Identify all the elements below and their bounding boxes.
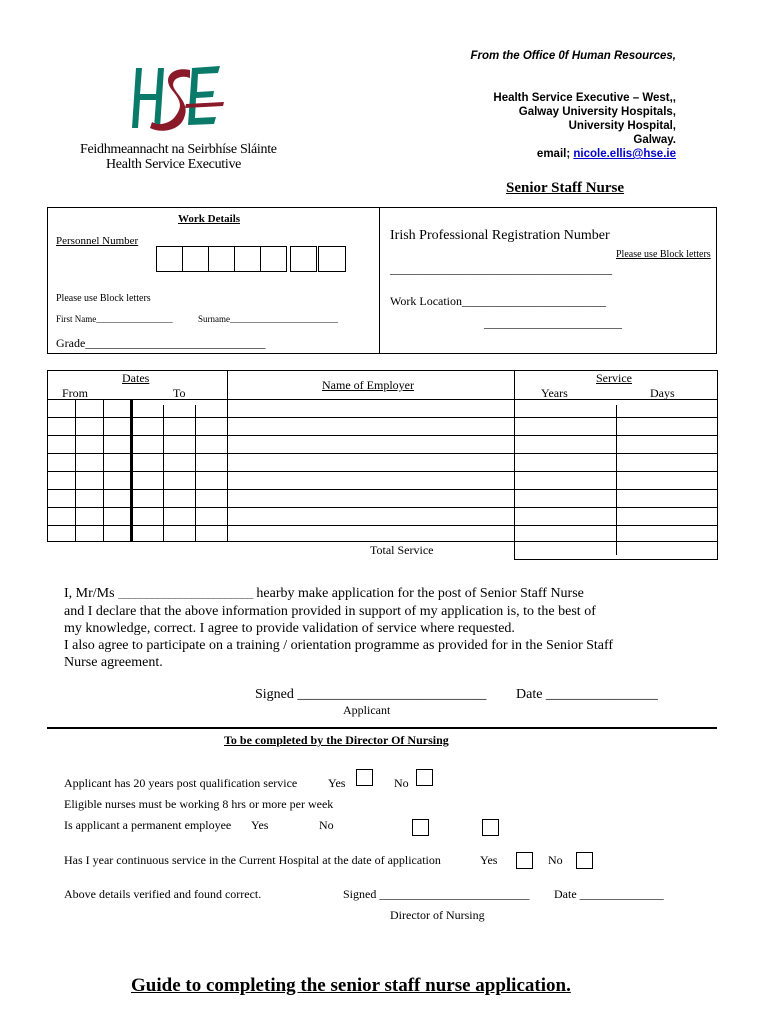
hse-logo bbox=[128, 60, 238, 135]
service-header: Service bbox=[596, 371, 632, 385]
personnel-number-cell[interactable] bbox=[290, 246, 317, 272]
grade-field[interactable]: Grade______________________________ bbox=[56, 336, 266, 350]
q1-label: Applicant has 20 years post qualification service bbox=[64, 776, 298, 790]
q1-yes-checkbox[interactable] bbox=[356, 769, 373, 786]
block-letters-note-right: Please use Block letters bbox=[616, 249, 711, 260]
address-line: Galway. bbox=[633, 134, 676, 146]
q3-yes-checkbox[interactable] bbox=[412, 819, 429, 836]
address-line: Health Service Executive – West,, bbox=[493, 92, 676, 104]
work-location-field[interactable]: Work Location________________________ bbox=[390, 294, 607, 308]
q4-label: Has I year continuous service in the Current Hospital at the date of application bbox=[64, 853, 441, 867]
employment-table bbox=[47, 370, 718, 542]
address-line: University Hospital, bbox=[568, 120, 676, 132]
applicant-signature-field[interactable]: Signed ___________________________ bbox=[255, 687, 487, 702]
q2-label: Eligible nurses must be working 8 hrs or more per week bbox=[64, 797, 334, 811]
to-header: To bbox=[173, 386, 186, 400]
personnel-number-cell[interactable] bbox=[208, 246, 235, 272]
logo-irish-name: Feidhmeannacht na Seirbhíse Sláinte bbox=[80, 142, 277, 157]
logo-english-name: Health Service Executive bbox=[106, 157, 242, 172]
declaration-line: I, Mr/Ms ________________________ hearby make application for the post of Senior Staff Nurse bbox=[64, 586, 584, 601]
q3-no-label: No bbox=[319, 818, 334, 832]
declaration-line: and I declare that the above information provided in support of my application is, to the best of bbox=[64, 604, 596, 619]
director-signature-field[interactable]: Signed _________________________ bbox=[343, 887, 530, 901]
personnel-number-label: Personnel Number bbox=[56, 235, 139, 247]
applicant-date-field[interactable]: Date ________________ bbox=[516, 687, 658, 702]
personnel-number-cell[interactable] bbox=[234, 246, 261, 272]
work-details-heading: Work Details bbox=[178, 213, 241, 225]
personnel-number-cell[interactable] bbox=[260, 246, 287, 272]
q4-no-checkbox[interactable] bbox=[576, 852, 593, 869]
declaration-line: I also agree to participate on a training / orientation programme as provided for in the Senior Staff bbox=[64, 638, 614, 653]
page-title: Senior Staff Nurse bbox=[506, 180, 625, 196]
employer-header: Name of Employer bbox=[322, 378, 414, 392]
director-date-field[interactable]: Date ______________ bbox=[554, 887, 664, 901]
name-blank[interactable]: ________________________ bbox=[118, 588, 253, 600]
days-header: Days bbox=[650, 386, 675, 400]
personnel-number-cell[interactable] bbox=[318, 246, 346, 272]
guide-title: Guide to completing the senior staff nurse application. bbox=[131, 975, 571, 996]
hse-logo-icon bbox=[128, 60, 238, 135]
address-line: Galway University Hospitals, bbox=[518, 106, 676, 118]
from-header: From bbox=[62, 386, 89, 400]
personnel-number-cell[interactable] bbox=[156, 246, 183, 272]
q4-yes-label: Yes bbox=[480, 853, 498, 867]
registration-label: Irish Professional Registration Number bbox=[390, 228, 610, 243]
declaration-line: Nurse agreement. bbox=[64, 655, 163, 670]
applicant-label: Applicant bbox=[343, 703, 391, 717]
q1-no-checkbox[interactable] bbox=[416, 769, 433, 786]
director-of-nursing-label: Director of Nursing bbox=[390, 908, 485, 922]
email-line bbox=[493, 147, 676, 161]
verified-label: Above details verified and found correct. bbox=[64, 887, 262, 901]
years-header: Years bbox=[541, 386, 568, 400]
personnel-number-cell[interactable] bbox=[182, 246, 209, 272]
q3-yes-label: Yes bbox=[251, 818, 269, 832]
first-name-field[interactable]: First Name_________________ bbox=[56, 314, 173, 324]
from-line: From the Office 0f Human Resources, bbox=[470, 50, 676, 62]
work-location-line[interactable]: _______________________ bbox=[484, 316, 622, 330]
declaration-line: my knowledge, correct. I agree to provide validation of service where requested. bbox=[64, 621, 515, 636]
q1-no-label: No bbox=[394, 776, 409, 790]
q1-yes-label: Yes bbox=[328, 776, 346, 790]
total-service-label: Total Service bbox=[370, 543, 434, 557]
email-label: email; bbox=[536, 148, 571, 160]
surname-field[interactable]: Surname________________________ bbox=[198, 314, 338, 324]
work-details-left-box bbox=[47, 207, 380, 354]
q3-no-checkbox[interactable] bbox=[482, 819, 499, 836]
q4-yes-checkbox[interactable] bbox=[516, 852, 533, 869]
q3-label: Is applicant a permanent employee bbox=[64, 818, 232, 832]
q4-no-label: No bbox=[548, 853, 563, 867]
block-letters-note-left: Please use Block letters bbox=[56, 293, 151, 304]
director-heading: To be completed by the Director Of Nursing bbox=[224, 733, 449, 747]
dates-header: Dates bbox=[122, 371, 150, 385]
divider bbox=[47, 727, 717, 729]
declaration bbox=[64, 585, 684, 671]
address-block bbox=[493, 91, 676, 161]
registration-number-field[interactable]: _____________________________________ bbox=[390, 262, 612, 276]
email-link[interactable]: nicole.ellis@hse.ie bbox=[573, 148, 676, 160]
